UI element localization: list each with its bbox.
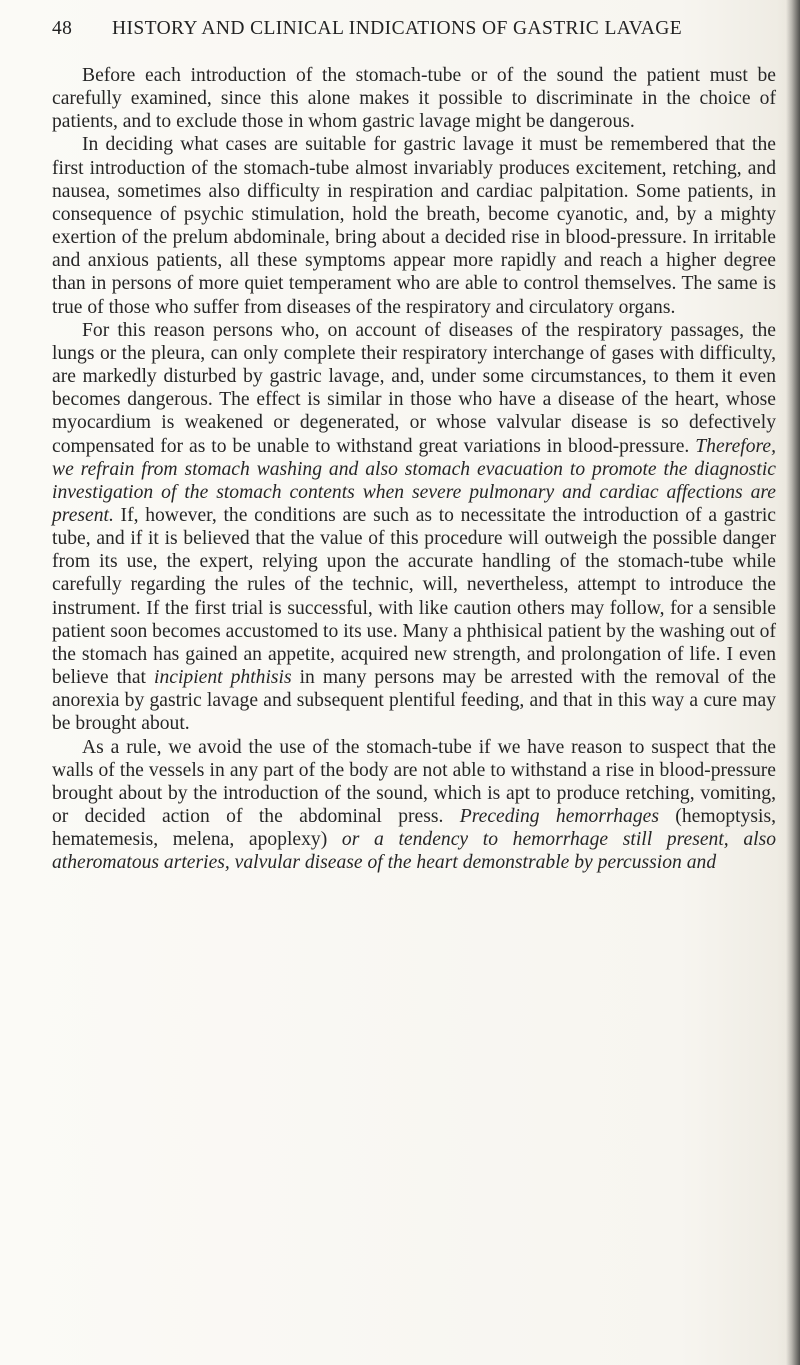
text-segment: In deciding what cases are suitable for gastric lavage it must be remembered that the first introduction of the stomach-tube almost invariably produces excitement, retching, and nausea, sometimes also difficulty in respiration and cardiac palpitation. Some patients, in consequence of psychic stimulation, hold the breath, become cyanotic, and, by a mighty exertion of the prelum abdominale, bring about a decided rise in blood-pressure. In irritable and anxious patients, all these symptoms appear more rapidly and reach a higher degree than in persons of more quiet temperament who are able to control themselves. The same is true of those who suffer from diseases of the respiratory and circulatory organs. [52, 134, 776, 318]
page-number: 48 [52, 18, 73, 39]
text-segment: (hemoptysis, hematemesis, melena, apoplexy) [52, 806, 776, 851]
paragraph [52, 133, 776, 318]
paragraph [52, 736, 776, 875]
text-segment: As a rule, we avoid the use of the stomach-tube if we have reason to suspect that the walls of the vessels in any part of the body are not able to withstand a rise in blood-pressure brought about by the introduction of the sound, which is apt to produce retching, vomiting, or decided action of the abdominal press. [52, 736, 776, 827]
body-text [52, 64, 776, 874]
italic-text-segment: Preceding hemorrhages [459, 806, 659, 827]
binding-edge-shadow [786, 0, 800, 1365]
paragraph [52, 319, 776, 736]
text-segment: in many persons may be arrested with the removal of the anorexia by gastric lavage and subsequent plentiful feeding, and that in this way a cure may be brought about. [52, 667, 776, 735]
text-segment: For this reason persons who, on account of diseases of the respiratory passages, the lungs or the pleura, can only complete their respiratory interchange of gases with difficulty, are markedly disturbed by gastric lavage, and, under some circumstances, to them it even becomes dangerous. The effect is similar in those who have a disease of the heart, whose myocardium is weakened or degenerated, or whose valvular disease is so defectively compensated for as to be unable to withstand great variations in blood-pressure. [52, 319, 776, 457]
italic-text-segment: Therefore, we refrain from stomach washing and also stomach evacuation to promote the diagnostic investigation of the stomach contents when severe pulmonary and cardiac affections are present. [52, 435, 776, 526]
running-header [52, 18, 772, 40]
text-segment: If, however, the conditions are such as to necessitate the introduction of a gastric tube, and if it is believed that the value of this procedure will outweigh the possible danger from its use, the expert, relying upon the accurate handling of the stomach-tube while carefully regarding the rules of the technic, will, nevertheless, attempt to introduce the instrument. If the first trial is successful, with like caution others may follow, for a sensible patient soon becomes accustomed to its use. Many a phthisical patient by the washing out of the stomach has gained an appetite, acquired new strength, and prolongation of life. I even believe that [52, 504, 776, 689]
italic-text-segment: or a tendency to hemorrhage still present, also atheromatous arteries, valvular disease of the heart demonstrable by percussion and [52, 829, 776, 874]
italic-text-segment: incipient phthisis [154, 667, 292, 689]
running-title: HISTORY AND CLINICAL INDICATIONS OF GASTRIC LAVAGE [112, 18, 683, 39]
paragraph [52, 64, 776, 133]
text-segment: Before each introduction of the stomach-tube or of the sound the patient must be carefully examined, since this alone makes it possible to discriminate in the choice of patients, and to exclude those in whom gastric lavage might be dangerous. [52, 65, 776, 133]
